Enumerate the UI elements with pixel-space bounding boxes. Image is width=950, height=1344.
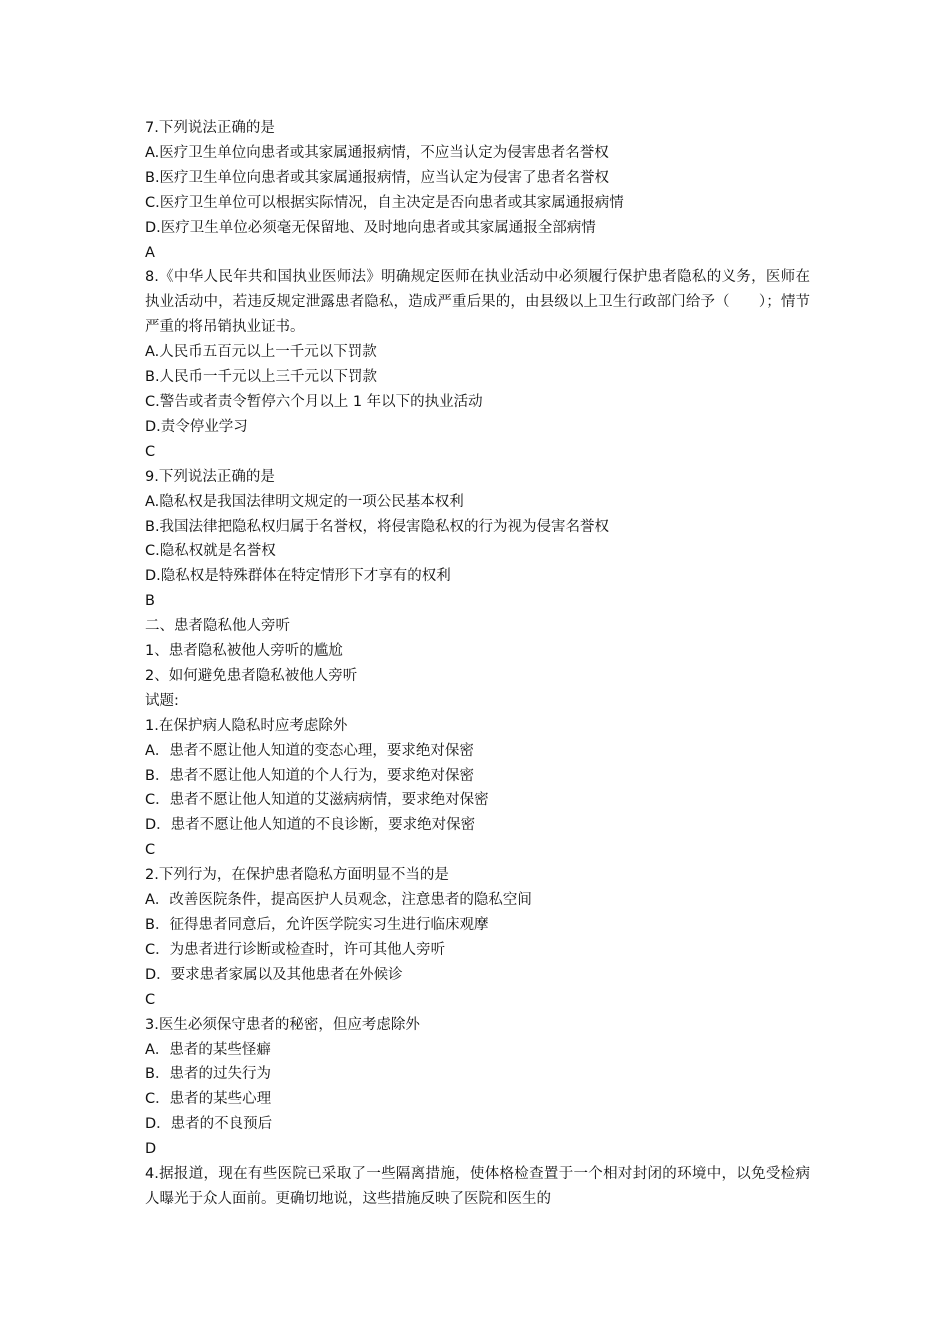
text-line: C bbox=[145, 443, 156, 460]
text-line: A.隐私权是我国法律明文规定的一项公民基本权利 bbox=[145, 493, 464, 510]
text-line: C.医疗卫生单位可以根据实际情况，自主决定是否向患者或其家属通报病情 bbox=[145, 194, 624, 211]
text-line: C bbox=[145, 842, 156, 859]
text-line: D.隐私权是特殊群体在特定情形下才享有的权利 bbox=[145, 568, 451, 585]
text-line: D．要求患者家属以及其他患者在外候诊 bbox=[145, 966, 403, 983]
text-line: A.人民币五百元以上一千元以下罚款 bbox=[145, 344, 377, 361]
text-line: 2、如何避免患者隐私被他人旁听 bbox=[145, 667, 358, 684]
text-line: B．患者的过失行为 bbox=[145, 1066, 271, 1083]
text-line: A bbox=[145, 244, 155, 261]
text-line: 1.在保护病人隐私时应考虑除外 bbox=[145, 717, 348, 734]
text-line: A．改善医院条件，提高医护人员观念，注意患者的隐私空间 bbox=[145, 892, 532, 909]
text-line: 1、患者隐私被他人旁听的尴尬 bbox=[145, 643, 343, 660]
text-line: B.医疗卫生单位向患者或其家属通报病情，应当认定为侵害了患者名誉权 bbox=[145, 169, 610, 186]
text-line: D．患者不愿让他人知道的不良诊断，要求绝对保密 bbox=[145, 817, 476, 834]
text-line: A.医疗卫生单位向患者或其家属通报病情，不应当认定为侵害患者名誉权 bbox=[145, 144, 609, 161]
text-line: C bbox=[145, 991, 156, 1008]
text-line: C.警告或者责令暂停六个月以上 1 年以下的执业活动 bbox=[145, 393, 483, 410]
document-body bbox=[145, 116, 810, 1212]
text-line: D.责令停业学习 bbox=[145, 418, 248, 435]
text-line: A．患者的某些怪癖 bbox=[145, 1041, 271, 1058]
text-line: C.隐私权就是名誉权 bbox=[145, 543, 276, 560]
text-line: B．征得患者同意后，允许医学院实习生进行临床观摩 bbox=[145, 917, 489, 933]
text-line: A．患者不愿让他人知道的变态心理，要求绝对保密 bbox=[145, 742, 474, 759]
text-line: B．患者不愿让他人知道的个人行为，要求绝对保密 bbox=[145, 767, 474, 784]
text-line: 3.医生必须保守患者的秘密，但应考虑除外 bbox=[145, 1016, 420, 1033]
text-line: B.我国法律把隐私权归属于名誉权，将侵害隐私权的行为视为侵害名誉权 bbox=[145, 518, 610, 535]
text-line: 试题: bbox=[145, 692, 179, 709]
text-paragraph: 8.《中华人民年共和国执业医师法》明确规定医师在执业活动中必须履行保护患者隐私的义务，医师在执业活动中，若违反规定泄露患者隐私，造成严重后果的，由县级以上卫生行政部门给予（ ）；情节严重的将吊销执业证书。 bbox=[145, 269, 810, 336]
text-line: 7.下列说法正确的是 bbox=[145, 120, 275, 136]
text-line: B bbox=[145, 593, 155, 610]
text-paragraph: 4.据报道，现在有些医院已采取了一些隔离措施，使体格检查置于一个相对封闭的环境中，以免受检病人曝光于众人面前。更确切地说，这些措施反映了医院和医生的 bbox=[145, 1166, 810, 1207]
text-line: C．患者的某些心理 bbox=[145, 1091, 272, 1108]
text-line: C．患者不愿让他人知道的艾滋病病情，要求绝对保密 bbox=[145, 792, 489, 809]
text-line: 2.下列行为，在保护患者隐私方面明显不当的是 bbox=[145, 867, 449, 884]
text-line: B.人民币一千元以上三千元以下罚款 bbox=[145, 369, 378, 386]
text-line: 9.下列说法正确的是 bbox=[145, 468, 275, 485]
text-line: D.医疗卫生单位必须毫无保留地、及时地向患者或其家属通报全部病情 bbox=[145, 219, 596, 236]
text-line: 二、患者隐私他人旁听 bbox=[145, 618, 290, 635]
text-line: D．患者的不良预后 bbox=[145, 1116, 273, 1133]
text-line: C．为患者进行诊断或检查时，许可其他人旁听 bbox=[145, 941, 446, 958]
text-line: D bbox=[145, 1141, 157, 1158]
